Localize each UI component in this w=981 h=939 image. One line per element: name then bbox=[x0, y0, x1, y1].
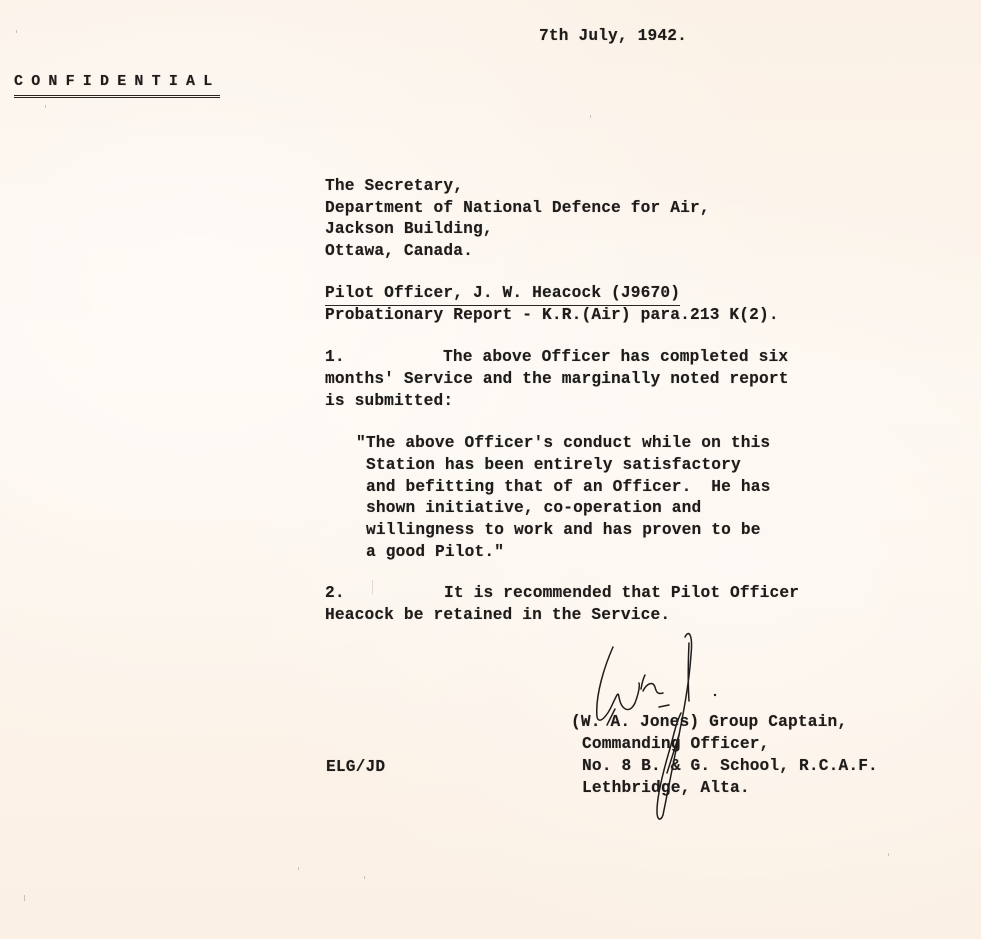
paragraph-number: 1. bbox=[325, 348, 345, 366]
recipient-line: Jackson Building, bbox=[325, 220, 493, 238]
signatory-title: Commanding Officer, bbox=[582, 735, 770, 753]
paragraph-line: is submitted: bbox=[325, 392, 454, 410]
paragraph-line: months' Service and the marginally noted report bbox=[325, 370, 789, 388]
paragraph-line: The above Officer has completed six bbox=[443, 348, 789, 366]
quote-line: shown initiative, co-operation and bbox=[366, 499, 702, 517]
paper-speck bbox=[888, 853, 889, 856]
paper-speck bbox=[24, 895, 25, 901]
reference-initials: ELG/JD bbox=[326, 758, 386, 776]
subject-line-officer: Pilot Officer, J. W. Heacock (J9670) bbox=[325, 283, 680, 306]
paper-speck bbox=[16, 30, 17, 33]
recipient-line: The Secretary, bbox=[325, 177, 464, 195]
paper-speck bbox=[364, 876, 365, 879]
paragraph-line: Heacock be retained in the Service. bbox=[325, 606, 671, 624]
paper-speck bbox=[298, 867, 299, 870]
paragraph-line: It is recommended that Pilot Officer bbox=[444, 584, 800, 602]
signatory-location: Lethbridge, Alta. bbox=[582, 779, 750, 797]
paper-speck bbox=[372, 580, 373, 594]
quote-line: a good Pilot." bbox=[366, 543, 505, 561]
recipient-line: Ottawa, Canada. bbox=[325, 242, 473, 260]
subject-line-report: Probationary Report - K.R.(Air) para.213 K(2). bbox=[325, 306, 779, 324]
paper-speck bbox=[590, 115, 591, 118]
signatory-unit: No. 8 B. & G. School, R.C.A.F. bbox=[582, 757, 878, 775]
quote-line: "The above Officer's conduct while on this bbox=[356, 434, 771, 452]
letter-date: 7th July, 1942. bbox=[539, 27, 687, 45]
paragraph-number: 2. bbox=[325, 584, 345, 602]
quote-line: and befitting that of an Officer. He has bbox=[366, 478, 771, 496]
quote-line: Station has been entirely satisfactory bbox=[366, 456, 741, 474]
signatory-name: (W. A. Jones) Group Captain, bbox=[571, 713, 848, 731]
recipient-line: Department of National Defence for Air, bbox=[325, 199, 710, 217]
quote-line: willingness to work and has proven to be bbox=[366, 521, 761, 539]
confidential-heading: CONFIDENTIAL bbox=[14, 71, 220, 98]
paper-speck bbox=[45, 105, 46, 108]
